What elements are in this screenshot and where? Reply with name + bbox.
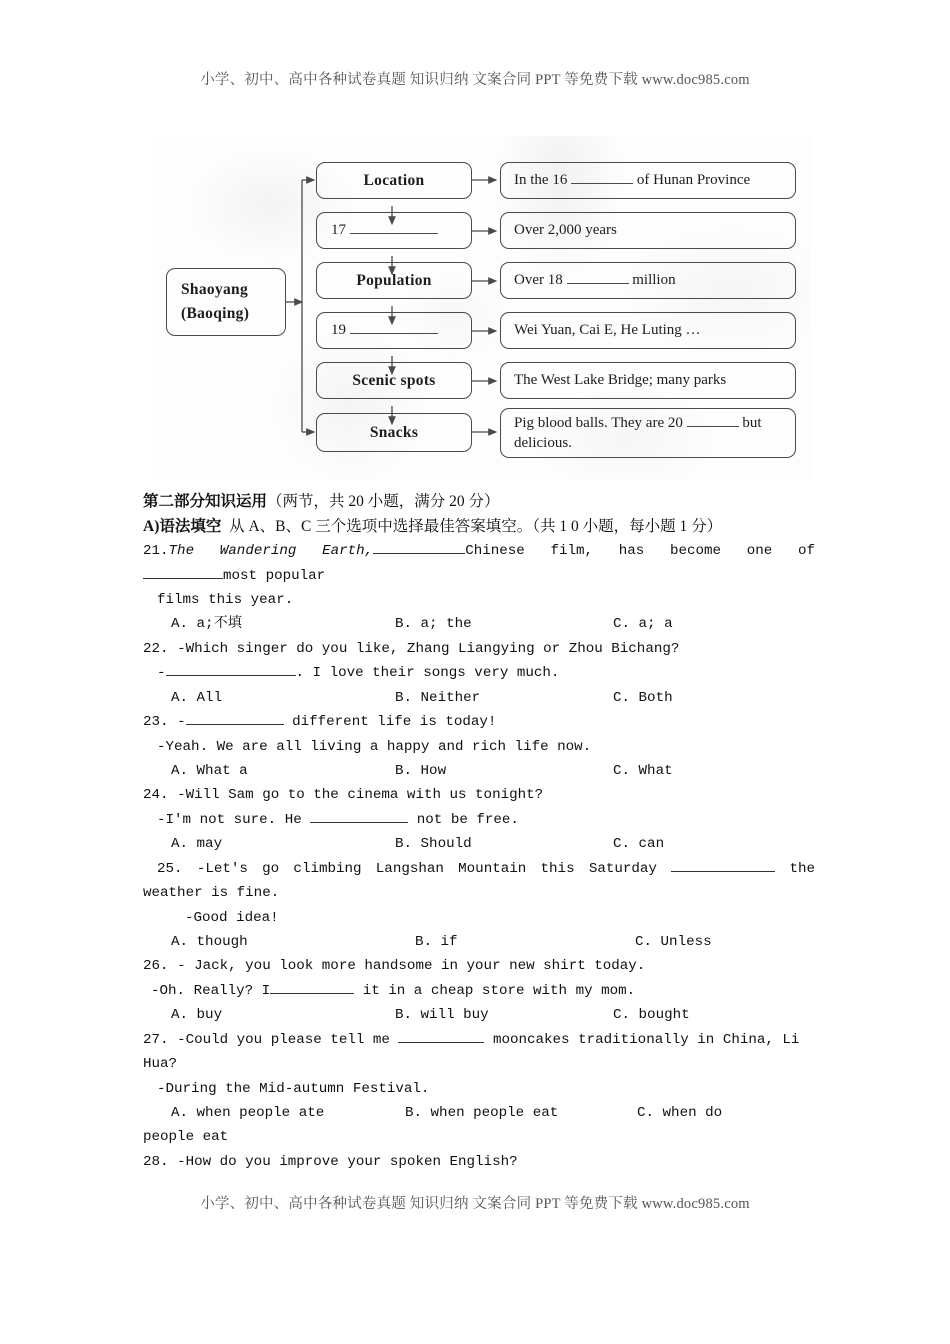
detail-text bbox=[501, 170, 760, 190]
option-c[interactable]: C. can bbox=[613, 836, 665, 853]
question-21-title: The Wandering Earth, bbox=[168, 543, 374, 560]
question-27-line-1-wrap: Hua? bbox=[143, 1056, 178, 1073]
answer-blank-20 bbox=[687, 426, 739, 427]
subsection-title: A)语法填空 bbox=[143, 518, 222, 536]
option-b[interactable]: B. a; the bbox=[395, 616, 472, 633]
flowchart-root-node bbox=[166, 268, 286, 336]
root-line-2: (Baoqing) bbox=[181, 305, 250, 322]
question-28-stem: -How do you improve your spoken English? bbox=[177, 1153, 518, 1170]
answer-blank bbox=[398, 1042, 484, 1043]
question-27-line-1 bbox=[143, 1028, 815, 1052]
flowchart-detail-scenic-spots bbox=[500, 362, 796, 399]
category-label: Snacks bbox=[369, 423, 419, 441]
option-b[interactable]: B. How bbox=[395, 763, 447, 780]
answer-blank-19 bbox=[350, 333, 438, 334]
question-26-line-1 bbox=[143, 954, 815, 978]
question-27-cont: mooncakes traditionally in China, Li bbox=[484, 1031, 800, 1048]
flowchart-scan-region bbox=[152, 136, 810, 481]
category-blank-number bbox=[317, 322, 438, 339]
option-b[interactable]: B. when people eat bbox=[405, 1104, 559, 1121]
question-body bbox=[143, 489, 815, 1174]
detail-pre: Pig blood balls. They are 20 bbox=[514, 414, 687, 431]
answer-blank-16 bbox=[571, 183, 633, 184]
question-24-stem: -Will Sam go to the cinema with us tonight? bbox=[177, 787, 544, 804]
option-b[interactable]: B. if bbox=[415, 933, 458, 950]
dash: - bbox=[177, 714, 186, 731]
flowchart-detail-history bbox=[500, 212, 796, 249]
detail-text: The West Lake Bridge; many parks bbox=[514, 372, 727, 389]
question-number: 24. bbox=[143, 787, 169, 804]
option-a[interactable]: A. may bbox=[171, 836, 223, 853]
flowchart-detail-population bbox=[500, 262, 796, 299]
option-a[interactable]: A. What a bbox=[171, 763, 248, 780]
option-c[interactable]: C. a; a bbox=[613, 616, 673, 633]
question-21-line-1 bbox=[143, 539, 815, 563]
question-28-line-1 bbox=[143, 1150, 815, 1174]
footer-watermark: 小学、初中、高中各种试卷真题 知识归纳 文案合同 PPT 等免费下载 www.doc985.com bbox=[200, 1196, 750, 1212]
option-a[interactable]: A. when people ate bbox=[171, 1104, 325, 1121]
flowchart-category-population bbox=[316, 262, 472, 299]
question-number: 25. bbox=[157, 860, 183, 877]
header-watermark: 小学、初中、高中各种试卷真题 知识归纳 文案合同 PPT 等免费下载 www.doc985.com bbox=[200, 72, 750, 88]
option-c[interactable]: C. Both bbox=[613, 689, 673, 706]
detail-text bbox=[501, 270, 686, 290]
detail-text bbox=[501, 413, 795, 454]
question-24-line-2 bbox=[143, 808, 815, 832]
part-two-title: 第二部分知识运用 bbox=[143, 493, 268, 510]
question-number: 23. bbox=[143, 714, 169, 731]
subsection-instructions: 从 A、B、C 三个选项中选择最佳答案填空。（共 1 0 小题，每小题 1 分） bbox=[229, 518, 723, 536]
question-24-line-1 bbox=[143, 783, 815, 807]
question-21-stem: Chinese film, has become one of bbox=[465, 543, 815, 560]
option-b[interactable]: B. Should bbox=[395, 836, 472, 853]
root-line-1: Shaoyang bbox=[181, 280, 249, 298]
question-25-line-3: -Good idea! bbox=[185, 909, 279, 926]
question-27-stem: -Could you please tell me bbox=[177, 1031, 399, 1048]
detail-post: of Hunan Province bbox=[633, 172, 751, 189]
question-22-options bbox=[143, 686, 815, 710]
flowchart-category-17 bbox=[316, 212, 472, 249]
answer-blank bbox=[186, 724, 284, 725]
option-b[interactable]: B. will buy bbox=[395, 1007, 489, 1024]
answer-blank bbox=[270, 993, 354, 994]
dash: - bbox=[157, 665, 166, 682]
flowchart-detail-snacks bbox=[500, 408, 796, 458]
detail-pre: In the 16 bbox=[514, 172, 572, 189]
question-27-line-2: -During the Mid-autumn Festival. bbox=[157, 1080, 430, 1097]
category-label: Scenic spots bbox=[352, 371, 436, 389]
option-c[interactable]: C. Unless bbox=[635, 933, 712, 950]
question-24-reply: -I'm not sure. He bbox=[157, 811, 311, 828]
question-26-cont: it in a cheap store with my mom. bbox=[354, 982, 636, 999]
question-26-stem: - Jack, you look more handsome in your new shirt today. bbox=[177, 958, 646, 975]
question-number: 21. bbox=[143, 543, 169, 560]
blank-number-text: 19 bbox=[331, 322, 346, 338]
detail-post: million bbox=[628, 272, 676, 289]
question-number: 28. bbox=[143, 1153, 169, 1170]
question-number: 22. bbox=[143, 640, 169, 657]
question-22-cont: . I love their songs very much. bbox=[295, 665, 560, 682]
answer-blank bbox=[310, 822, 408, 823]
question-21-cont: most popular bbox=[223, 567, 326, 584]
flowchart-category-location bbox=[316, 162, 472, 199]
flowchart-category-scenic-spots bbox=[316, 362, 472, 399]
question-22-stem: -Which singer do you like, Zhang Liangying or Zhou Bichang? bbox=[177, 640, 680, 657]
option-c[interactable]: C. What bbox=[613, 763, 673, 780]
question-25-line-1 bbox=[143, 857, 815, 881]
part-two-heading bbox=[143, 489, 815, 514]
question-22-line-2 bbox=[143, 661, 815, 685]
question-27-options bbox=[143, 1101, 815, 1125]
question-24-options bbox=[143, 832, 815, 856]
question-26-options bbox=[143, 1003, 815, 1027]
flowchart-category-19 bbox=[316, 312, 472, 349]
question-25-tail: the bbox=[789, 860, 816, 877]
question-26-reply: -Oh. Really? I bbox=[151, 982, 271, 999]
part-two-subtitle: （两节，共 20 小题，满分 20 分） bbox=[267, 493, 500, 510]
category-blank-number bbox=[317, 222, 438, 239]
flowchart-root-label bbox=[167, 278, 249, 326]
question-24-cont: not be free. bbox=[408, 811, 519, 828]
blank-number-text: 17 bbox=[331, 222, 346, 238]
question-number: 26. bbox=[143, 958, 169, 975]
detail-text: Wei Yuan, Cai E, He Luting … bbox=[514, 322, 701, 339]
option-a[interactable]: A. buy bbox=[171, 1007, 223, 1024]
option-c[interactable]: C. when do bbox=[637, 1104, 723, 1121]
question-21-line-2 bbox=[143, 564, 815, 588]
question-27-options-wrap: people eat bbox=[143, 1129, 229, 1146]
question-23-stem: different life is today! bbox=[283, 714, 497, 731]
question-21-line-3: films this year. bbox=[157, 592, 294, 609]
detail-post: but delicious. bbox=[514, 414, 762, 451]
option-a[interactable]: A. though bbox=[171, 933, 248, 950]
answer-blank bbox=[373, 553, 465, 554]
option-a[interactable]: A. All bbox=[171, 689, 223, 706]
flowchart-category-snacks bbox=[316, 413, 472, 452]
answer-blank bbox=[671, 871, 775, 872]
answer-blank bbox=[166, 675, 296, 676]
question-25-options bbox=[143, 930, 815, 954]
option-a[interactable]: A. a;不填 bbox=[171, 616, 242, 633]
question-25-line-2: weather is fine. bbox=[143, 885, 280, 902]
category-label: Location bbox=[363, 171, 425, 189]
question-23-line-1 bbox=[143, 710, 815, 734]
answer-blank bbox=[143, 578, 223, 579]
detail-pre: Over 18 bbox=[514, 272, 567, 289]
category-label: Population bbox=[356, 271, 432, 289]
subsection-heading bbox=[143, 514, 815, 539]
question-number: 27. bbox=[143, 1031, 169, 1048]
option-c[interactable]: C. bought bbox=[613, 1007, 690, 1024]
question-26-line-2 bbox=[143, 979, 815, 1003]
question-21-options bbox=[143, 612, 815, 636]
question-23-line-2: -Yeah. We are all living a happy and rich life now. bbox=[157, 738, 592, 755]
question-23-options bbox=[143, 759, 815, 783]
option-b[interactable]: B. Neither bbox=[395, 689, 481, 706]
question-25-stem: -Let's go climbing Langshan Mountain this Saturday bbox=[196, 860, 657, 877]
detail-text: Over 2,000 years bbox=[514, 222, 617, 239]
answer-blank-17 bbox=[350, 233, 438, 234]
flowchart-detail-people bbox=[500, 312, 796, 349]
flowchart-detail-location bbox=[500, 162, 796, 199]
question-22-line-1 bbox=[143, 637, 815, 661]
answer-blank-18 bbox=[567, 283, 629, 284]
